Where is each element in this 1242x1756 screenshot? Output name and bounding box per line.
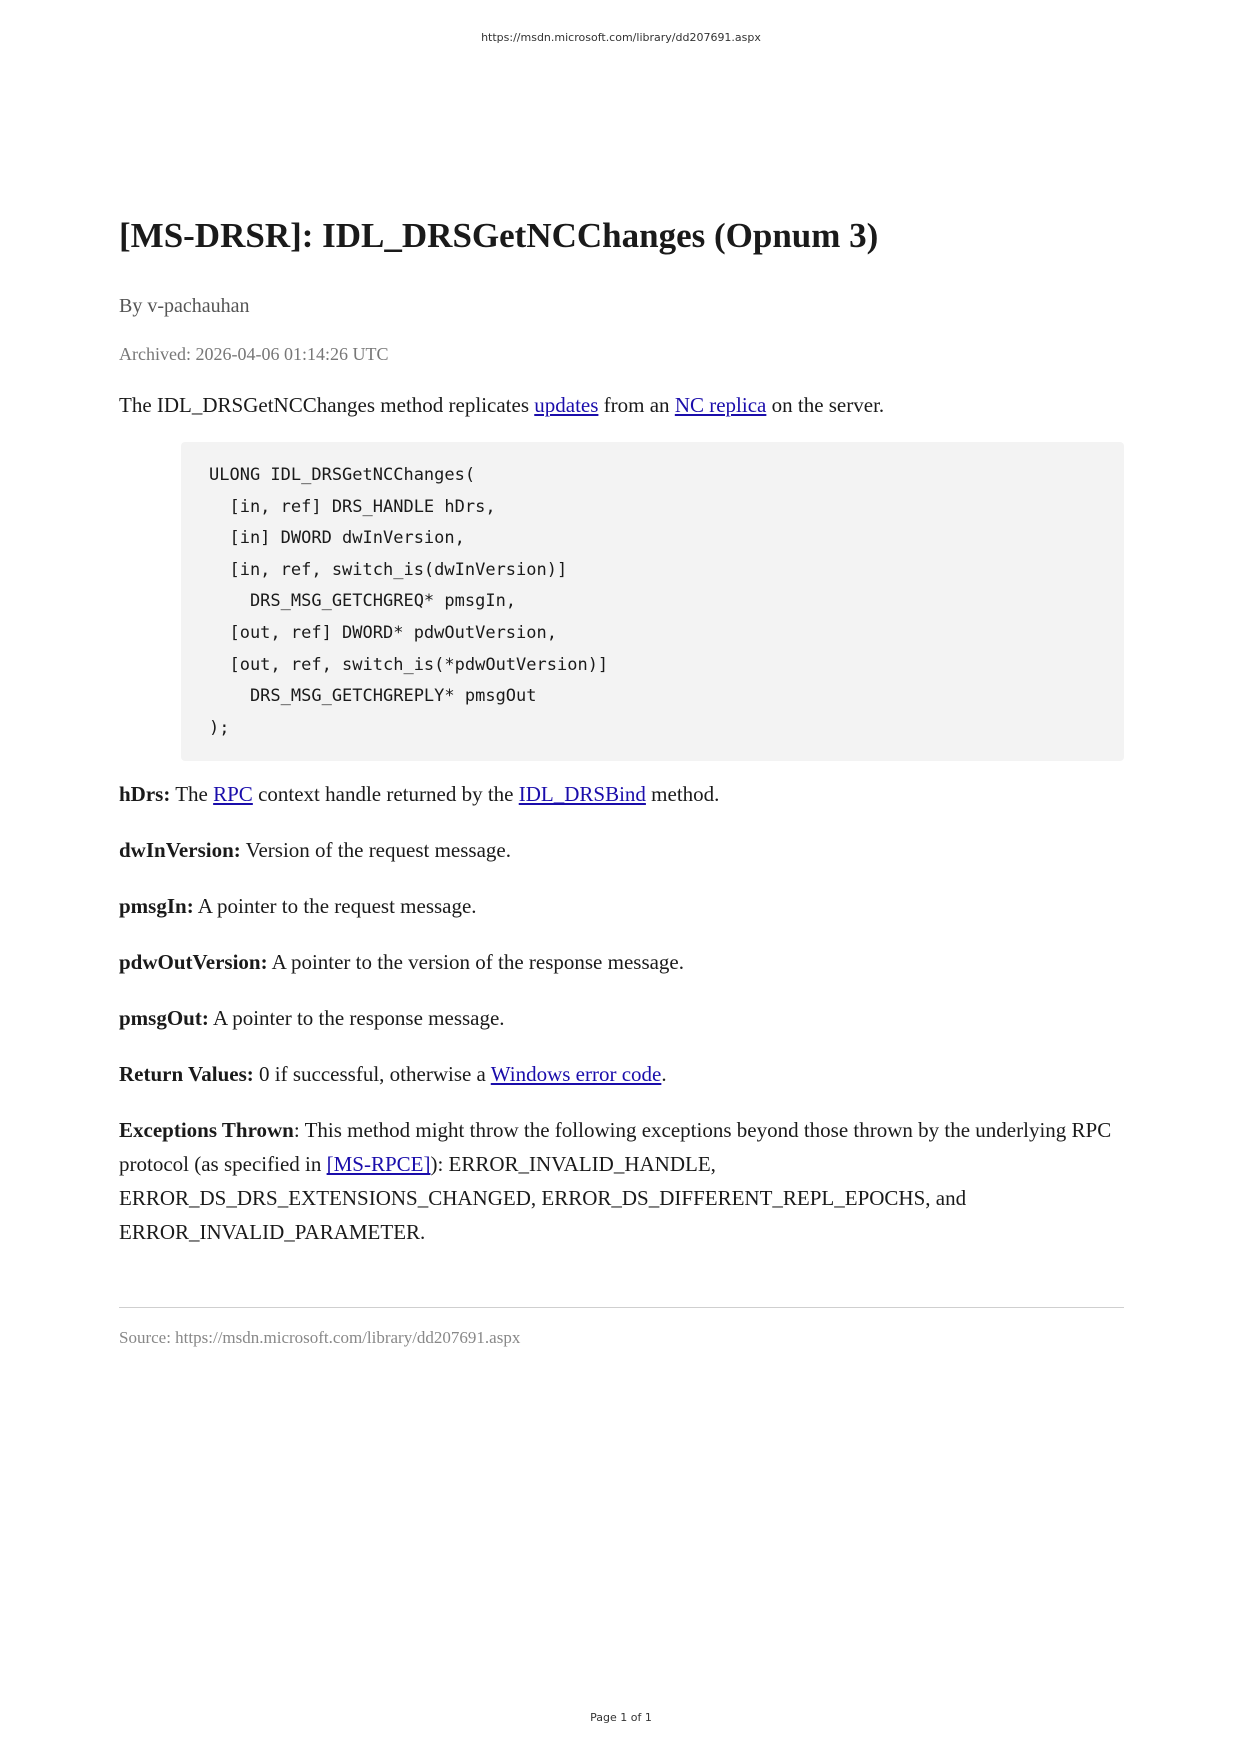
code-block: ULONG IDL_DRSGetNCChanges( [in, ref] DRS_HANDLE hDrs, [in] DWORD dwInVersion, [in, ref, switch_is(dwInVersion)] DRS_MSG_GETCHGREQ* pmsgIn, [out, ref] DWORD* pdwOutVersion, [out, ref, switch_is(*pdwOutVersion)] DRS_MSG_GETCHGREPLY* pmsgOut ); (181, 442, 1124, 761)
exceptions-text: ): ERROR_INVALID_HANDLE, ERROR_DS_DRS_EXTENSIONS_CHANGED, ERROR_DS_DIFFERENT_REPL_EPOCHS, and ERROR_INVALID_PARAMETER. (119, 1152, 967, 1245)
page-title: [MS-DRSR]: IDL_DRSGetNCChanges (Opnum 3) (119, 216, 879, 255)
windows-error-code-link[interactable]: Windows error code (490, 1062, 662, 1087)
nc-replica-link[interactable]: NC replica (674, 393, 767, 417)
param-dwinversion (119, 833, 1124, 867)
param-hdrs (119, 777, 1124, 811)
exceptions-label: Exceptions Thrown (119, 1118, 294, 1143)
exceptions-thrown (119, 1113, 1124, 1249)
param-name: Return Values: (119, 1062, 254, 1087)
exceptions-text: : This method might throw the following exceptions beyond those thrown by the underlying RPC protocol (as specified in (119, 1118, 1112, 1177)
page-header-url: https://msdn.microsoft.com/library/dd207691.aspx (481, 31, 761, 44)
param-pmsgin (119, 889, 1124, 923)
article (119, 212, 1124, 1349)
intro-paragraph (119, 388, 1124, 422)
param-text: The (170, 782, 214, 807)
archived-timestamp: Archived: 2026-04-06 01:14:26 UTC (119, 344, 389, 364)
param-pdwoutversion (119, 945, 1124, 979)
param-text: 0 if successful, otherwise a (253, 1062, 491, 1087)
updates-link[interactable]: updates (534, 393, 599, 417)
intro-text-2: from an (598, 393, 675, 417)
intro-text-1: The IDL_DRSGetNCChanges method replicates (119, 393, 535, 417)
page-number: Page 1 of 1 (590, 1711, 652, 1724)
param-name: pmsgOut: (119, 1006, 209, 1031)
intro-text-3: on the server. (766, 393, 885, 417)
param-name: pdwOutVersion: (119, 950, 268, 975)
param-text: A pointer to the version of the response message. (267, 950, 685, 975)
param-text: . (661, 1062, 667, 1087)
param-name: pmsgIn: (119, 894, 194, 919)
source-line: Source: https://msdn.microsoft.com/library/dd207691.aspx (119, 1328, 521, 1348)
param-text: context handle returned by the (252, 782, 519, 807)
byline: By v-pachauhan (119, 295, 250, 317)
ms-rpce-link[interactable]: [MS-RPCE] (326, 1152, 431, 1177)
idl-drsbind-link[interactable]: IDL_DRSBind (518, 782, 646, 807)
rpc-link[interactable]: RPC (213, 782, 253, 807)
param-name: hDrs: (119, 782, 171, 807)
param-text: A pointer to the request message. (193, 894, 477, 919)
divider (119, 1307, 1124, 1308)
param-text: Version of the request message. (240, 838, 511, 863)
param-pmsgout (119, 1001, 1124, 1035)
return-values (119, 1057, 1124, 1091)
param-name: dwInVersion: (119, 838, 241, 863)
param-text: method. (645, 782, 720, 807)
param-text: A pointer to the response message. (208, 1006, 505, 1031)
